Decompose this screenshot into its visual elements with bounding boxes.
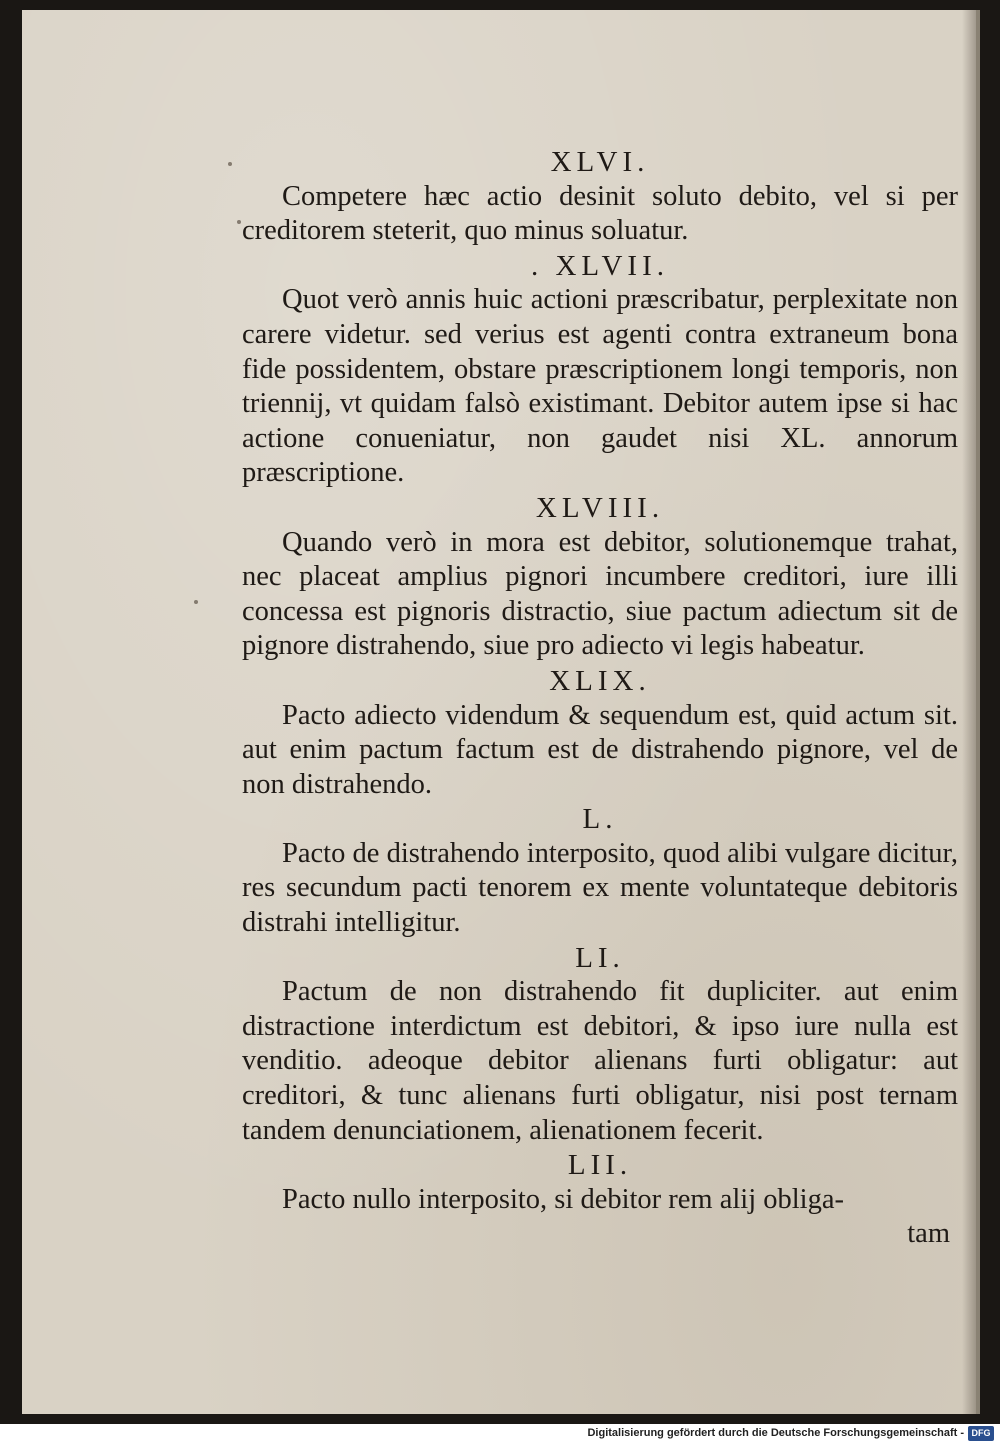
- ink-speck: [228, 162, 232, 166]
- page-text: [242, 145, 958, 1252]
- ink-speck: [237, 220, 241, 224]
- section-heading-52: LII.: [567, 1149, 633, 1182]
- dfg-logo: DFG: [968, 1426, 994, 1441]
- section-heading-51: LI.: [575, 941, 625, 974]
- paragraph-46: Competere hæc actio desinit soluto debito, vel si per creditorem steterit, quo minus soluatur.: [242, 180, 958, 247]
- book-page: [22, 10, 980, 1414]
- paragraph-47: Quot verò annis huic actioni præscribatur, perplexitate non carere videtur. sed verius est agenti contra extraneum bona fide possidentem, obstare præscriptionem longi temporis, non triennij, vt quidam falsò existimant. Debitor autem ipse si hac actione conueniatur, non gaudet nisi XL. annorum præscriptione.: [242, 284, 958, 489]
- paragraph-51: Pactum de non distrahendo fit dupliciter. aut enim distractione interdictum est debitori, & ipso iure nulla est venditio. adeoque debitor alienans furti obligatur: aut creditori, & tunc alienans furti obligatur, nisi post ternam tandem denunciationem, alienationem fecerit.: [242, 976, 958, 1146]
- section-heading-46: XLVI.: [550, 146, 650, 178]
- section-heading-47: . XLVII.: [530, 249, 669, 282]
- catchword: tam: [907, 1218, 950, 1250]
- paragraph-48: Quando verò in mora est debitor, solutionemque trahat, nec placeat amplius pignori incumbere creditori, iure illi concessa est pignoris distractio, siue pactum adiectum sit de pignore distrahendo, siue pro adiecto vi legis habeatur.: [242, 526, 958, 662]
- paragraph-49: Pacto adiecto videndum & sequendum est, quid actum sit. aut enim pactum factum est de distrahendo pignore, vel de non distrahendo.: [242, 699, 958, 800]
- page-edge-shadow: [962, 10, 976, 1414]
- section-heading-48: XLVIII.: [535, 491, 665, 524]
- paragraph-50: Pacto de distrahendo interposito, quod alibi vulgare dicitur, res secundum pacti tenorem ex mente voluntateque debitoris distrahi intelligitur.: [242, 837, 958, 939]
- paragraph-52: Pacto nullo interposito, si debitor rem alij obliga-: [282, 1183, 844, 1215]
- footer-credit: Digitalisierung gefördert durch die Deutsche Forschungsgemeinschaft -: [587, 1427, 964, 1439]
- footer-bar: [0, 1424, 1000, 1444]
- section-heading-50: L.: [582, 803, 618, 836]
- ink-speck: [194, 600, 198, 604]
- section-heading-49: XLIX.: [549, 664, 651, 697]
